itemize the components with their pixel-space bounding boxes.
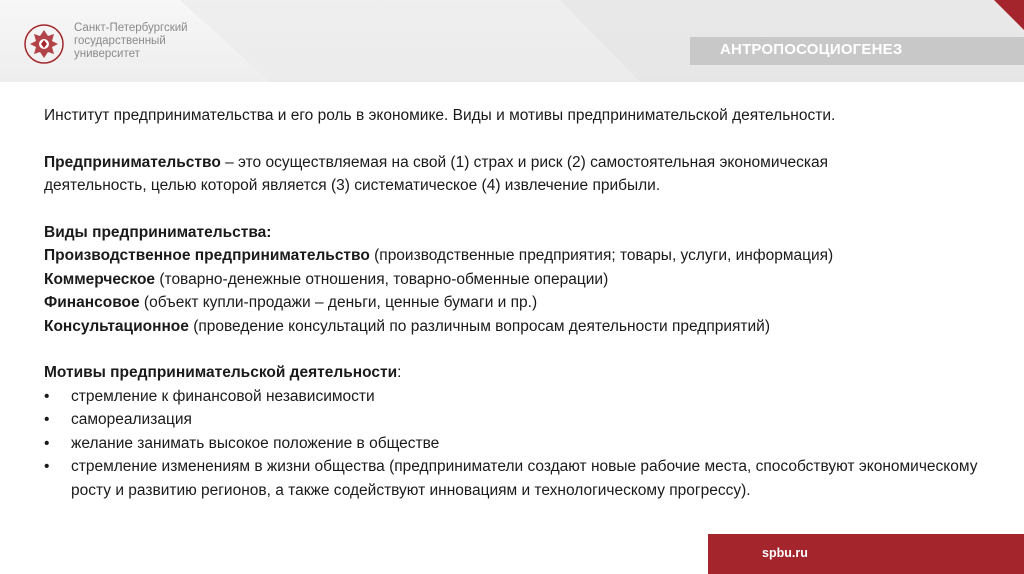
type-desc: (производственные предприятия; товары, услуги, информация) — [369, 247, 834, 264]
type-desc: (проведение консультаций по различным вопросам деятельности предприятий) — [188, 317, 770, 335]
content-heading: Институт предпринимательства и его роль в экономике. Виды и мотивы предпринимательской деятельности. — [44, 107, 836, 124]
spbu-emblem-icon — [22, 22, 66, 66]
type-desc: (товарно-денежные отношения, товарно-обменные операции) — [155, 270, 609, 288]
list-item-text: стремление изменениям в жизни общества (предприниматели создают новые рабочие места, способствуют экономическому росту и развитию регионов, а также содействуют инновациям и технологическому прогрессу). — [71, 458, 978, 499]
type-name: Финансовое — [44, 294, 140, 311]
bullet-icon: • — [44, 411, 50, 428]
type-item — [44, 315, 1004, 339]
definition-term: Предпринимательство — [44, 153, 221, 171]
type-item — [44, 291, 1004, 315]
motives-list — [44, 385, 1004, 503]
list-item — [44, 408, 1004, 432]
type-name: Производственное предпринимательство — [44, 247, 370, 264]
list-item — [44, 432, 1004, 456]
bullet-icon: • — [44, 458, 50, 475]
type-desc: (объект купли-продажи – деньги, ценные бумаги и пр.) — [139, 294, 538, 311]
motives-heading: Мотивы предпринимательской деятельности — [44, 364, 398, 381]
logo-line: университет — [74, 48, 140, 60]
definition-paragraph — [44, 151, 1004, 175]
type-name: Консультационное — [44, 317, 189, 335]
definition-text: – это осуществляемая на свой (1) страх и риск (2) самостоятельная экономическая — [220, 153, 829, 171]
type-item — [44, 268, 1004, 292]
list-item-text: желание занимать высокое положение в обществе — [71, 434, 440, 452]
logo-line: Санкт-Петербургский — [74, 22, 188, 34]
motives-heading-suffix: : — [397, 364, 402, 381]
type-name: Коммерческое — [44, 270, 156, 288]
types-heading: Виды предпринимательства: — [44, 223, 272, 241]
list-item — [44, 385, 1004, 409]
bullet-icon: • — [44, 434, 50, 452]
footer-bar — [708, 534, 1024, 574]
motives-heading-line — [44, 361, 1004, 385]
list-item-text: самореализация — [71, 411, 192, 428]
list-item-text: стремление к финансовой независимости — [71, 387, 375, 405]
university-logo — [22, 22, 188, 66]
red-corner-decoration — [994, 0, 1024, 82]
slide-content — [44, 104, 1004, 502]
slide-title: АНТРОПОСОЦИОГЕНЕЗ — [720, 41, 903, 58]
bullet-icon: • — [44, 387, 50, 405]
definition-paragraph-continued: деятельность, целью которой является (3) систематическое (4) извлечение прибыли. — [44, 177, 661, 194]
university-name — [74, 22, 188, 61]
footer-site-link[interactable]: spbu.ru — [762, 546, 808, 560]
list-item — [44, 455, 1004, 502]
logo-line: государственный — [74, 35, 166, 47]
type-item — [44, 244, 1004, 268]
